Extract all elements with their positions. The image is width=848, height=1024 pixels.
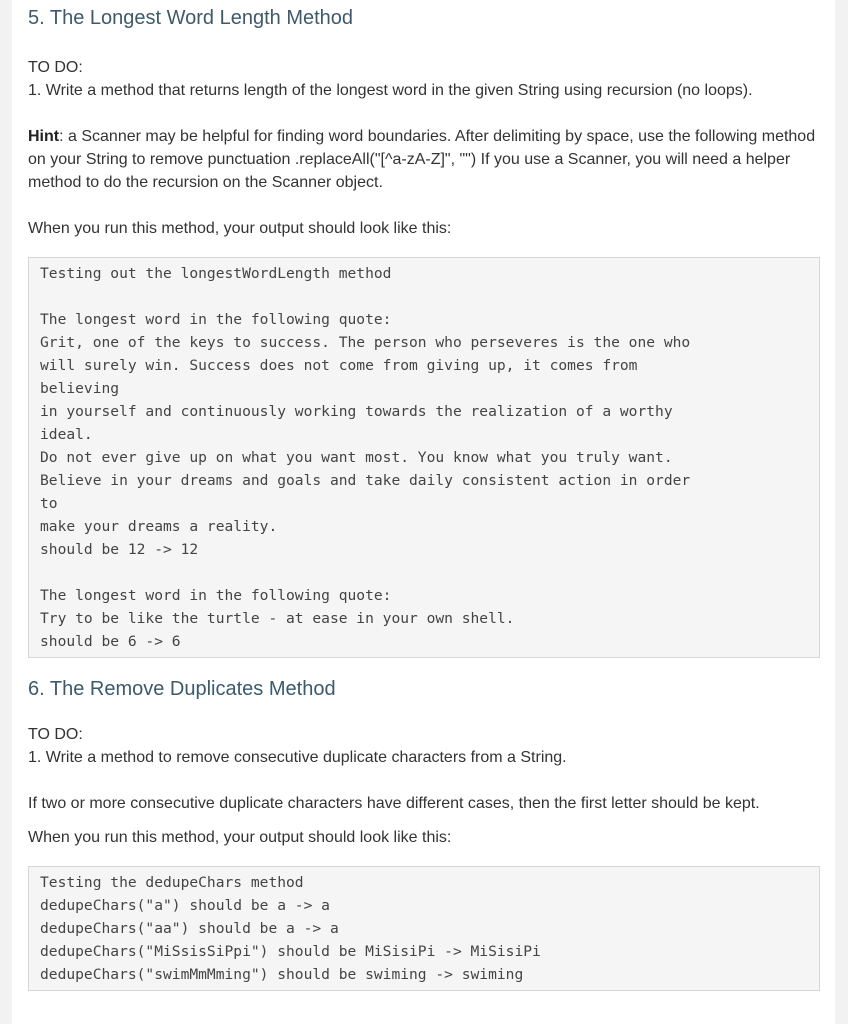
output-line — [40, 285, 807, 308]
section-5-todo-label: TO DO: — [28, 59, 83, 76]
document-page — [12, 0, 835, 1024]
output-line — [40, 561, 807, 584]
section-6-output — [40, 871, 807, 986]
section-6-output-box — [28, 866, 820, 991]
output-line: make your dreams a reality. — [40, 518, 278, 535]
section-6-rule: If two or more consecutive duplicate characters have different cases, then the first letter should be kept. — [28, 795, 760, 812]
output-line: Testing out the longestWordLength method — [40, 265, 392, 282]
output-line: believing — [40, 380, 120, 397]
hint-text: : a Scanner may be helpful for finding word boundaries. After delimiting by space, use the following method on your String to remove punctuation .replaceAll("[^a-zA-Z]", "") If you use a Scanner, you will need a helper method to do the recursion on the Scanner object. — [28, 128, 816, 191]
output-line: Try to be like the turtle - at ease in your own shell. — [40, 610, 515, 627]
section-5-output-box — [28, 257, 820, 658]
section-5-title: 5. The Longest Word Length Method — [28, 7, 354, 29]
output-line: Grit, one of the keys to success. The person who perseveres is the one who — [40, 334, 691, 351]
section-5-run-note: When you run this method, your output should look like this: — [28, 220, 452, 237]
output-line: dedupeChars("MiSsisSiPpi") should be MiSisiPi -> MiSisiPi — [40, 943, 541, 960]
output-line: should be 6 -> 6 — [40, 633, 181, 650]
section-6-title: 6. The Remove Duplicates Method — [28, 678, 336, 700]
output-line: dedupeChars("a") should be a -> a — [40, 897, 330, 914]
output-line: Testing the dedupeChars method — [40, 874, 304, 891]
section-5-todo-item: 1. Write a method that returns length of the longest word in the given String using recursion (no loops). — [28, 82, 753, 99]
section-6-run-note: When you run this method, your output should look like this: — [28, 829, 452, 846]
section-6-todo-item: 1. Write a method to remove consecutive duplicate characters from a String. — [28, 749, 567, 766]
section-longest-word — [28, 5, 820, 658]
output-line: The longest word in the following quote: — [40, 587, 392, 604]
section-5-hint — [28, 125, 820, 194]
output-line: to — [40, 495, 58, 512]
output-line: ideal. — [40, 426, 93, 443]
output-line: in yourself and continuously working towards the realization of a worthy — [40, 403, 673, 420]
hint-label: Hint — [28, 128, 60, 145]
output-line: should be 12 -> 12 — [40, 541, 199, 558]
section-remove-duplicates — [28, 676, 820, 991]
section-6-todo-label: TO DO: — [28, 726, 83, 743]
section-5-output — [40, 262, 807, 653]
output-line: dedupeChars("swimMmMming") should be swiming -> swiming — [40, 966, 524, 983]
output-line: Do not ever give up on what you want most. You know what you truly want. — [40, 449, 673, 466]
output-line: The longest word in the following quote: — [40, 311, 392, 328]
output-line: will surely win. Success does not come from giving up, it comes from — [40, 357, 638, 374]
output-line: dedupeChars("aa") should be a -> a — [40, 920, 339, 937]
output-line: Believe in your dreams and goals and take daily consistent action in order — [40, 472, 691, 489]
